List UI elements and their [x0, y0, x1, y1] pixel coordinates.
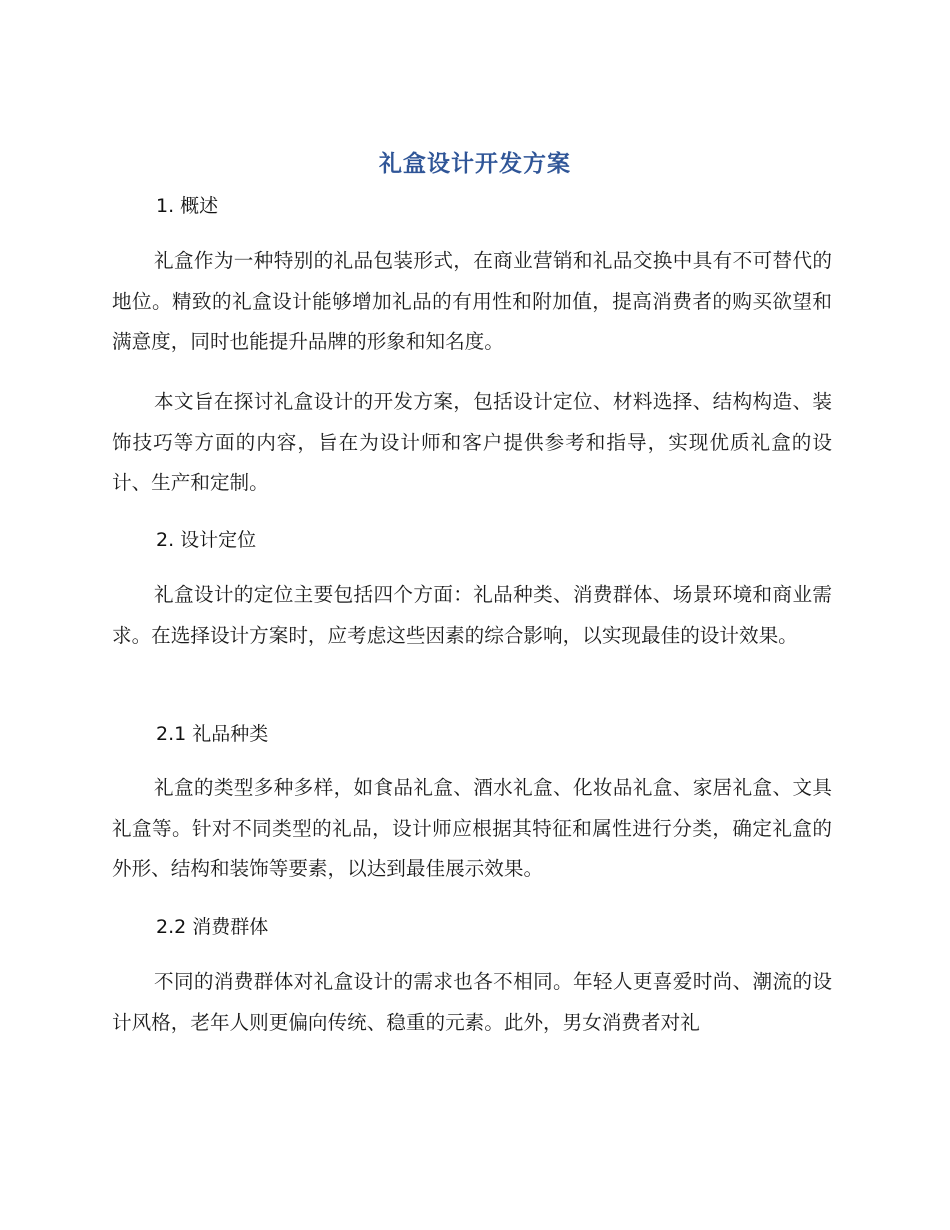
paragraph-consumer-groups: 不同的消费群体对礼盒设计的需求也各不相同。年轻人更喜爱时尚、潮流的设计风格，老年人则更偏向传统、稳重的元素。此外，男女消费者对礼 [112, 970, 832, 1034]
section-heading-design-positioning: 2. 设计定位 [156, 529, 257, 551]
paragraph-gift-types: 礼盒的类型多种多样，如食品礼盒、酒水礼盒、化妆品礼盒、家居礼盒、文具礼盒等。针对不同类型的礼品，设计师应根据其特征和属性进行分类，确定礼盒的外形、结构和装饰等要素，以达到最佳展示效果。 [112, 776, 832, 880]
paragraph-overview-1: 礼盒作为一种特别的礼品包装形式，在商业营销和礼品交换中具有不可替代的地位。精致的礼盒设计能够增加礼品的有用性和附加值，提高消费者的购买欲望和满意度，同时也能提升品牌的形象和知名度。 [112, 249, 832, 353]
section-heading-consumer-groups: 2.2 消费群体 [156, 916, 269, 938]
document-title: 礼盒设计开发方案 [379, 151, 571, 177]
paragraph-design-positioning: 礼盒设计的定位主要包括四个方面：礼品种类、消费群体、场景环境和商业需求。在选择设计方案时，应考虑这些因素的综合影响，以实现最佳的设计效果。 [112, 583, 832, 647]
section-heading-overview: 1. 概述 [156, 195, 219, 217]
section-heading-gift-types: 2.1 礼品种类 [156, 723, 269, 745]
paragraph-overview-2: 本文旨在探讨礼盒设计的开发方案，包括设计定位、材料选择、结构构造、装饰技巧等方面的内容，旨在为设计师和客户提供参考和指导，实现优质礼盒的设计、生产和定制。 [112, 390, 832, 494]
